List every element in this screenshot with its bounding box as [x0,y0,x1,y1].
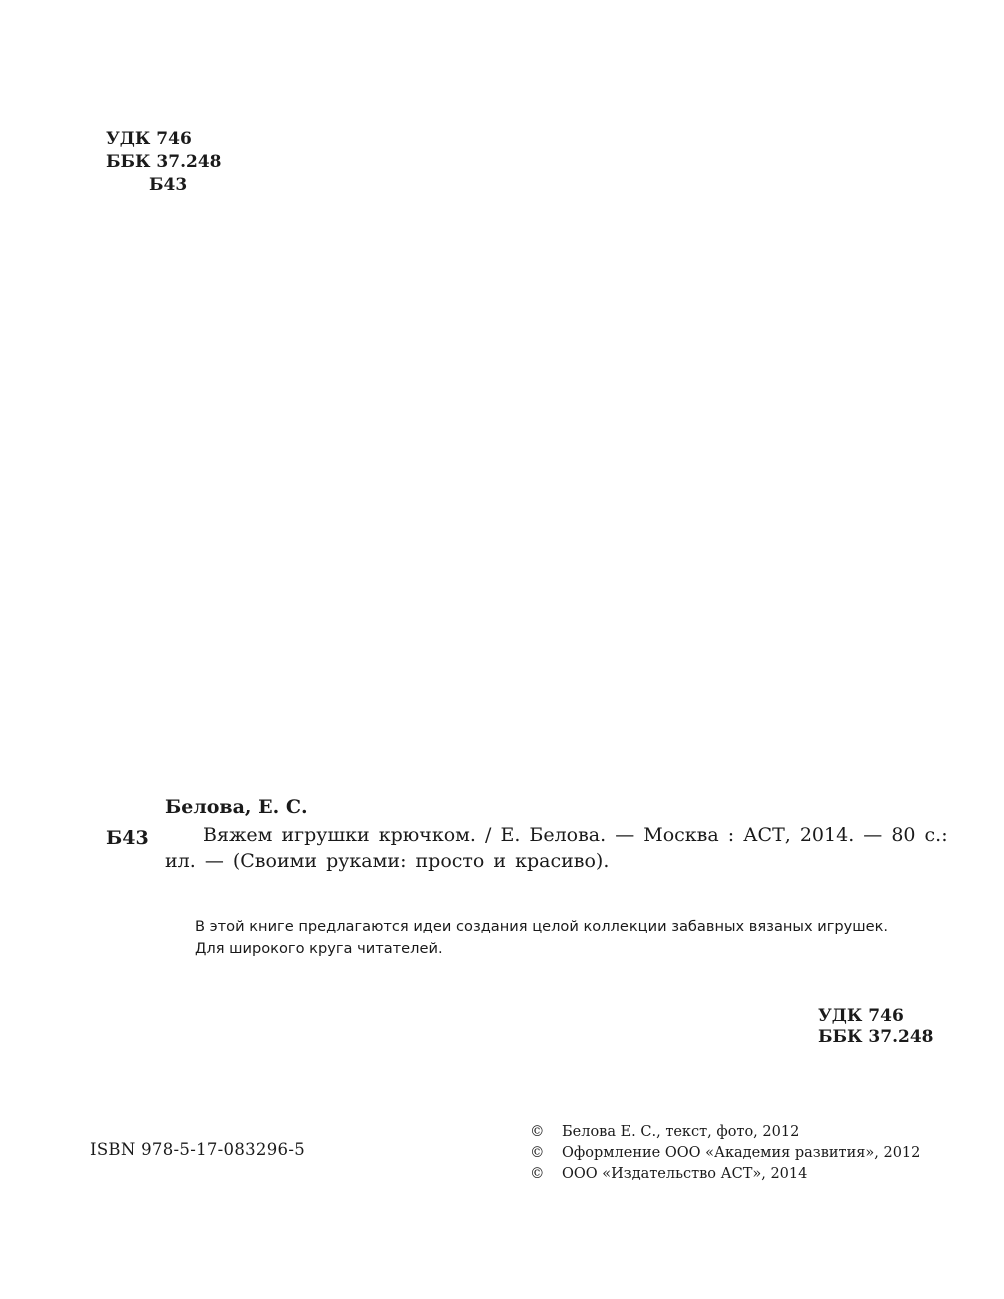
copyright-text: Оформление ООО «Академия развития», 2012 [562,1145,921,1161]
cutter-code: Б43 [149,175,188,195]
copyright-symbol: © [530,1166,545,1182]
bbk-code-bottom: ББК 37.248 [818,1027,934,1047]
catalog-cutter: Б43 [106,827,149,849]
copyright-line [530,1164,920,1185]
udk-code: УДК 746 [106,129,192,149]
annotation-line2: Для широкого круга читателей. [195,940,443,957]
classification-top [106,128,222,197]
copyright-block [530,1122,920,1185]
copyright-symbol: © [530,1145,545,1161]
bbk-code: ББК 37.248 [106,152,222,172]
copyright-text: ООО «Издательство АСТ», 2014 [562,1166,808,1182]
udk-code-bottom: УДК 746 [818,1006,904,1026]
copyright-line [530,1143,920,1164]
bibliographic-description-line2: ил. — (Своими руками: просто и красиво). [165,850,610,872]
copyright-line [530,1122,920,1143]
copyright-text: Белова Е. С., текст, фото, 2012 [562,1124,800,1140]
classification-bottom [818,1006,934,1048]
copyright-symbol: © [530,1124,545,1140]
annotation-line1: В этой книге предлагаются идеи создания целой коллекции забавных вязаных игрушек. [195,918,889,935]
annotation [195,916,888,960]
author-heading: Белова, Е. С. [165,796,308,818]
bibliographic-description-line1: Вяжем игрушки крючком. / Е. Белова. — Москва : АСТ, 2014. — 80 с.: [203,824,948,846]
isbn: ISBN 978-5-17-083296-5 [90,1140,306,1159]
